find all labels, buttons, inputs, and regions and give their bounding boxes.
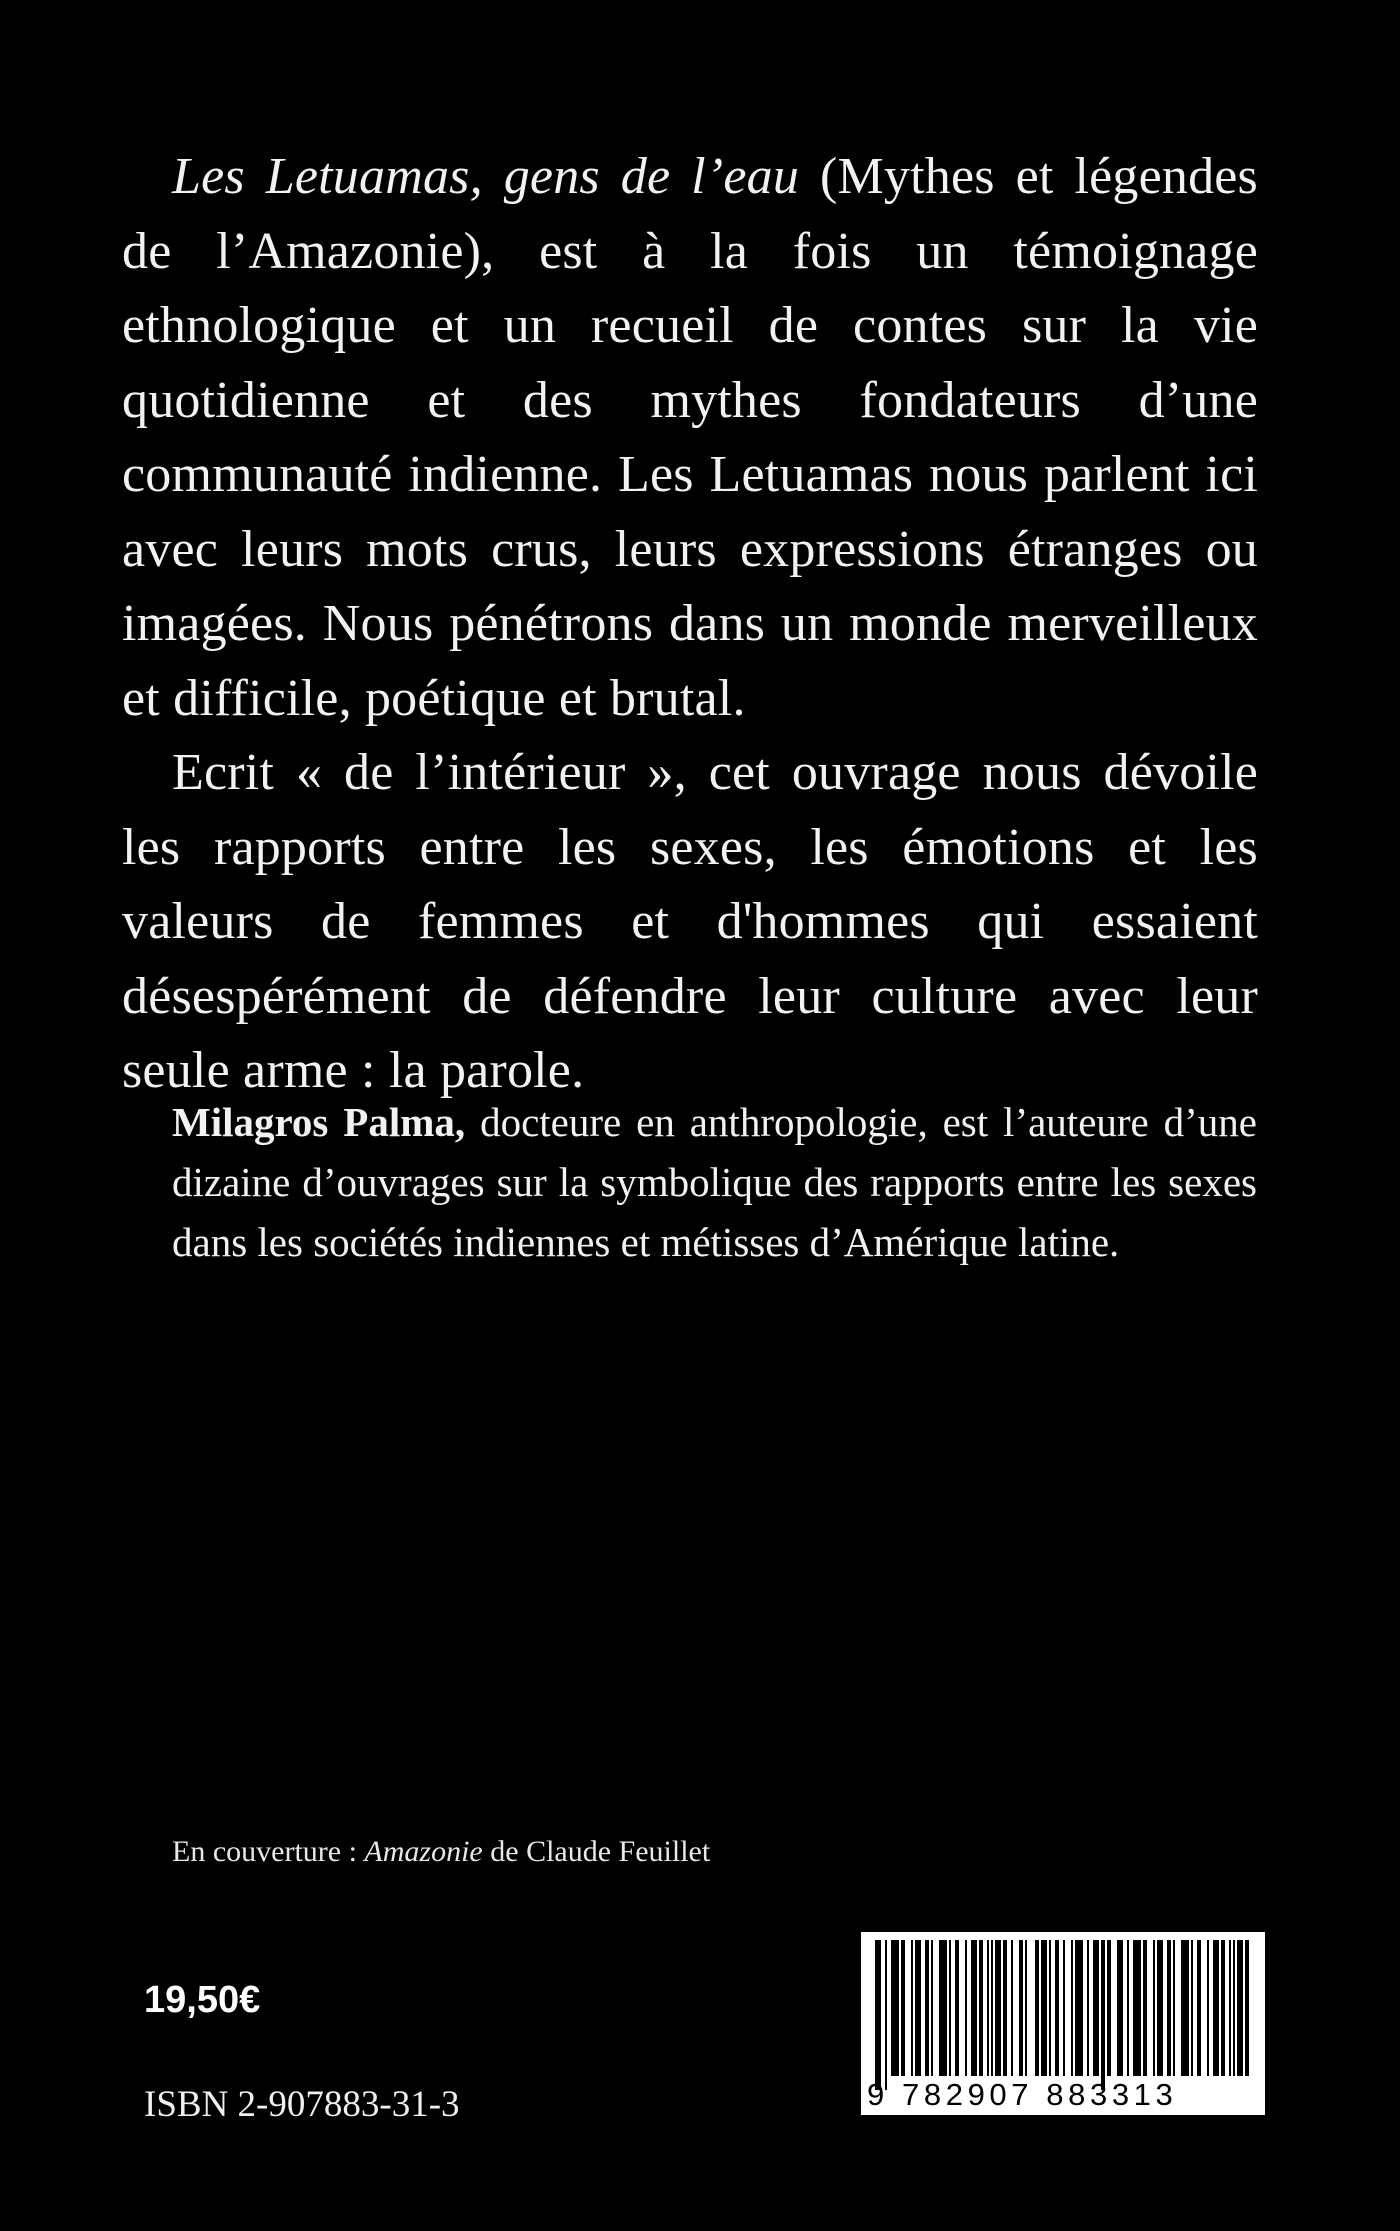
barcode — [861, 1932, 1265, 2115]
barcode-bar — [885, 1940, 887, 2090]
author-name: Milagros Palma, — [172, 1099, 466, 1145]
barcode-bar — [1107, 1940, 1111, 2076]
barcode-bar — [1093, 1940, 1099, 2076]
barcode-bar — [1019, 1940, 1023, 2076]
barcode-bar — [925, 1940, 929, 2076]
price-label: 19,50€ — [144, 1979, 261, 2021]
barcode-bar — [987, 1940, 989, 2076]
barcode-bar — [1181, 1940, 1189, 2076]
barcode-bar — [1229, 1940, 1231, 2076]
barcode-bar — [1003, 1940, 1007, 2076]
barcode-bar — [915, 1940, 921, 2076]
barcode-bar — [1063, 1940, 1065, 2076]
barcode-bar — [1041, 1940, 1047, 2076]
barcode-bar — [991, 1940, 993, 2076]
barcode-bar — [1133, 1940, 1141, 2076]
barcode-bar — [1237, 1940, 1243, 2076]
barcode-bar — [1167, 1940, 1171, 2076]
barcode-bar — [995, 1940, 1001, 2076]
barcode-bar — [1127, 1940, 1129, 2076]
barcode-bar — [1233, 1940, 1235, 2076]
barcode-bar — [1173, 1940, 1175, 2076]
isbn-label: ISBN 2-907883-31-3 — [144, 2084, 460, 2125]
barcode-bar — [1207, 1940, 1209, 2076]
barcode-bar — [911, 1940, 913, 2076]
barcode-bar — [939, 1940, 947, 2076]
barcode-bar — [965, 1940, 967, 2076]
book-title: Les Letuamas, gens de l’eau — [172, 148, 800, 205]
barcode-bar — [1153, 1940, 1155, 2076]
barcode-bar — [1221, 1940, 1225, 2076]
barcode-bar — [891, 1940, 899, 2076]
cover-blurb — [122, 140, 1258, 1109]
barcode-bar — [979, 1940, 983, 2076]
barcode-bar — [1071, 1940, 1073, 2076]
cover-artwork-title: Amazonie — [364, 1835, 483, 1868]
barcode-bar — [1087, 1940, 1089, 2076]
blurb-paragraph-1 — [122, 140, 1258, 736]
barcode-bar — [1117, 1940, 1123, 2076]
barcode-digits: 9 782907 883313 — [867, 2077, 1178, 2112]
barcode-bar — [1035, 1940, 1039, 2076]
barcode-bar — [1143, 1940, 1147, 2076]
barcode-bar — [901, 1940, 905, 2076]
cover-credit — [172, 1832, 710, 1872]
barcode-bar — [1157, 1940, 1163, 2076]
barcode-bar — [1197, 1940, 1201, 2076]
barcode-bar — [1011, 1940, 1013, 2076]
cover-credit-prefix: En couverture : — [172, 1835, 365, 1868]
cover-credit-suffix: de Claude Feuillet — [482, 1835, 711, 1868]
blurb-paragraph-1-text: (Mythes et légendes de l’Amazonie), est à la fois un témoignage ethnologique et un recueil de contes sur la vie quotidienne et des mythes fondateurs d’une communauté indienne. Les Letuamas nous parlent ici avec leurs mots crus, leurs expressions étranges ou imagées. Nous pénétrons dans un monde merveilleux et difficile, poétique et brutal. — [122, 148, 1258, 727]
barcode-bar — [1191, 1940, 1193, 2076]
barcode-bar — [1075, 1940, 1083, 2076]
barcode-bar — [931, 1940, 933, 2076]
barcode-bar — [1025, 1940, 1027, 2076]
barcode-bar — [1213, 1940, 1219, 2076]
barcode-bar — [1101, 1940, 1105, 2090]
barcode-bar — [1049, 1940, 1051, 2076]
barcode-bar — [1245, 1940, 1249, 2076]
barcode-bar — [1055, 1940, 1059, 2076]
barcode-bar — [971, 1940, 977, 2076]
author-bio-text: docteure en anthropologie, est l’auteure d’une dizaine d’ouvrages sur la symbolique des rapports entre les sexes dans les sociétés indiennes et métisses d’Amérique latine. — [172, 1099, 1258, 1265]
barcode-bar — [875, 1940, 881, 2090]
blurb-paragraph-2: Ecrit « de l’intérieur », cet ouvrage nous dévoile les rapports entre les sexes, les émotions et les valeurs de femmes et d'hommes qui essaient désespérément de défendre leur culture avec leur seule arme : la parole. — [122, 744, 1258, 1099]
barcode-bar — [955, 1940, 959, 2076]
barcode-bar — [949, 1940, 951, 2076]
author-bio — [172, 1092, 1257, 1272]
